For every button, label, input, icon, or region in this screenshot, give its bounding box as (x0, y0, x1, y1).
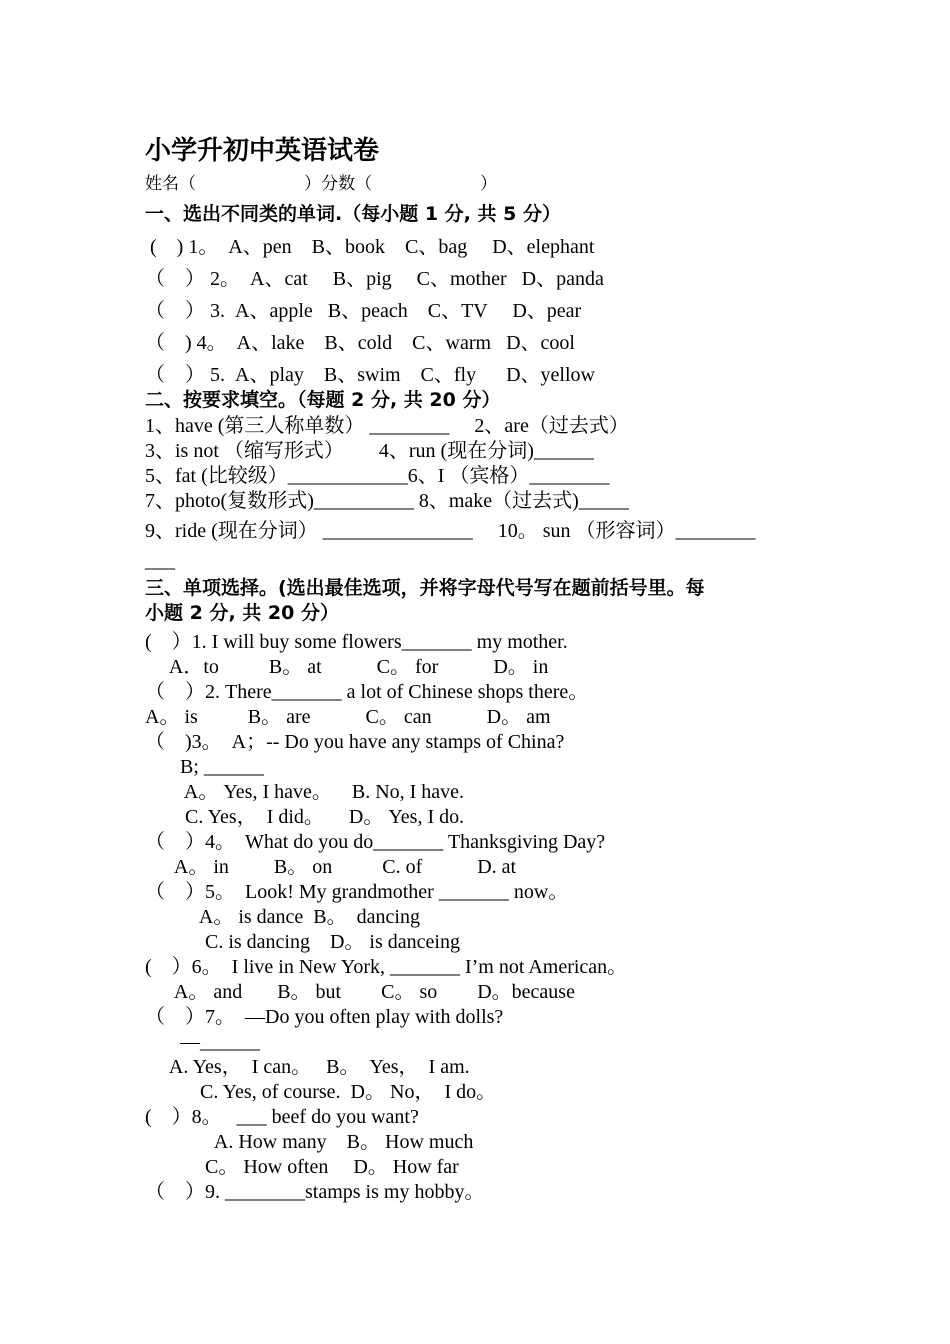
section3-line: C. Yes, of course. D。 No， I do。 (145, 1081, 497, 1103)
section2-line2: 3、is not （缩写形式） 4、run (现在分词)______ (145, 440, 594, 462)
section2-line5: 9、ride (现在分词） _______________ 10。 sun （形容词）________ (145, 520, 756, 542)
section3-line: A。 and B。 but C。 so D。because (145, 981, 575, 1003)
section3-line: A。 in B。 on C. of D. at (145, 856, 517, 878)
section3-header-line2: 小题 2 分, 共 20 分） (145, 602, 339, 624)
section1-q1: ( ) 1。 A、pen B、book C、bag D、elephant (145, 236, 595, 258)
section3-line: A. Yes， I can。 B。 Yes， I am. (145, 1056, 470, 1078)
section3-line: A。 is dance B。 dancing (145, 906, 420, 928)
section3-line: A. How many B。 How much (145, 1131, 474, 1153)
section3-line: （ )3。 A；-- Do you have any stamps of China? (145, 731, 565, 753)
section3-line: —______ (145, 1031, 260, 1053)
section2-line3: 5、fat (比较级）____________6、I （宾格）________ (145, 465, 610, 487)
section3-line: C. is dancing D。 is danceing (145, 931, 460, 953)
section3-line: A。 Yes, I have。 B. No, I have. (145, 781, 465, 803)
section3-line: C. Yes， I did。 D。 Yes, I do. (145, 806, 465, 828)
section3-line: （ ）2. There_______ a lot of Chinese shops there。 (145, 681, 589, 703)
section2-line1: 1、have (第三人称单数） ________ 2、are（过去式） (145, 415, 629, 437)
section1-q4: （ ) 4。 A、lake B、cold C、warm D、cool (145, 332, 575, 354)
section3-header-line1: 三、单项选择。(选出最佳选项，并将字母代号写在题前括号里。每 (145, 577, 705, 599)
section3-line: ( ）8。 ___ beef do you want? (145, 1106, 419, 1128)
section3-line: A．to B。 at C。 for D。 in (145, 656, 549, 678)
section1-q2: （ ） 2。 A、cat B、pig C、mother D、panda (145, 268, 604, 290)
section2-line6: ___ (145, 550, 175, 572)
section3-line: A。 is B。 are C。 can D。 am (145, 706, 551, 728)
section3-line: C。 How often D。 How far (145, 1156, 459, 1178)
section3-line: （ ）9. ________stamps is my hobby。 (145, 1181, 485, 1203)
section3-line: ( ）1. I will buy some flowers_______ my mother. (145, 631, 568, 653)
section1-q3: （ ） 3. A、apple B、peach C、TV D、pear (145, 300, 582, 322)
section1-header: 一、选出不同类的单词.（每小题 1 分, 共 5 分） (145, 203, 561, 225)
section3-line: （ ）4。 What do you do_______ Thanksgiving Day? (145, 831, 606, 853)
section3-line: B; ______ (145, 756, 264, 778)
section3-line: （ ）7。 —Do you often play with dolls? (145, 1006, 504, 1028)
section3-line: ( ）6。 I live in New York, _______ I’m not American。 (145, 956, 628, 978)
section1-q5: （ ） 5. A、play B、swim C、fly D、yellow (145, 364, 595, 386)
section3-line: （ ）5。 Look! My grandmother _______ now。 (145, 881, 569, 903)
page-title: 小学升初中英语试卷 (145, 136, 380, 166)
section2-line4: 7、photo(复数形式)__________ 8、make（过去式)_____ (145, 490, 629, 512)
section2-header: 二、按要求填空。（每题 2 分, 共 20 分） (145, 389, 501, 411)
name-score-line: 姓名（ ）分数（ ） (145, 174, 498, 194)
